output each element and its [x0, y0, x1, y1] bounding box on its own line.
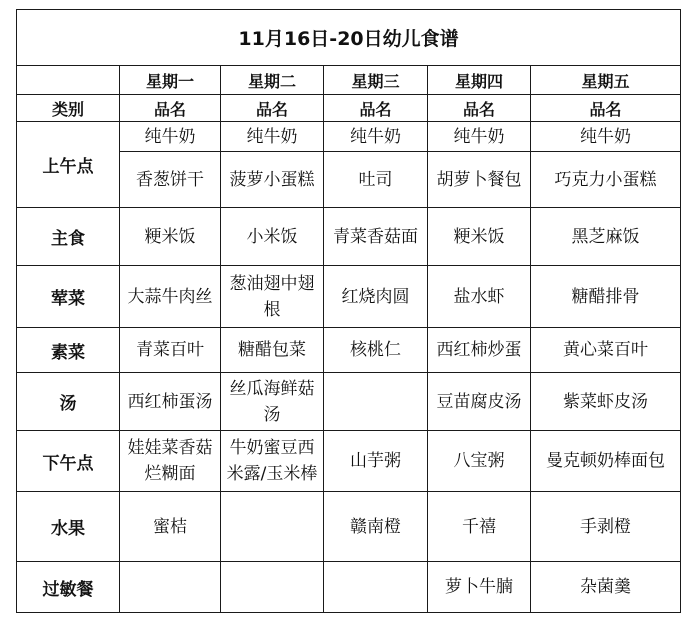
menu-cell: 纯牛奶 — [120, 122, 221, 152]
item-name-header: 品名 — [221, 95, 324, 122]
menu-cell: 牛奶蜜豆西米露/玉米棒 — [221, 431, 324, 492]
menu-cell: 纯牛奶 — [531, 122, 681, 152]
header-day-tue: 星期二 — [221, 66, 324, 95]
menu-cell: 青菜百叶 — [120, 328, 221, 373]
menu-cell — [324, 562, 428, 613]
menu-cell: 山芋粥 — [324, 431, 428, 492]
category-header: 类别 — [17, 95, 120, 122]
menu-cell: 丝瓜海鲜菇汤 — [221, 373, 324, 431]
soup-row — [17, 373, 681, 431]
menu-cell: 黑芝麻饭 — [531, 208, 681, 266]
menu-cell: 小米饭 — [221, 208, 324, 266]
category-staple: 主食 — [17, 208, 120, 266]
header-day-fri: 星期五 — [531, 66, 681, 95]
menu-cell: 香葱饼干 — [120, 152, 221, 208]
menu-cell: 糖醋包菜 — [221, 328, 324, 373]
menu-cell: 曼克顿奶棒面包 — [531, 431, 681, 492]
menu-cell: 杂菌羹 — [531, 562, 681, 613]
menu-cell: 粳米饭 — [120, 208, 221, 266]
menu-cell: 豆苗腐皮汤 — [428, 373, 531, 431]
day-header-row — [17, 66, 681, 95]
menu-cell: 千禧 — [428, 492, 531, 562]
menu-cell: 西红柿蛋汤 — [120, 373, 221, 431]
header-day-mon: 星期一 — [120, 66, 221, 95]
menu-cell: 巧克力小蛋糕 — [531, 152, 681, 208]
menu-cell: 青菜香菇面 — [324, 208, 428, 266]
item-name-header: 品名 — [531, 95, 681, 122]
menu-cell: 粳米饭 — [428, 208, 531, 266]
menu-cell: 纯牛奶 — [221, 122, 324, 152]
menu-cell: 紫菜虾皮汤 — [531, 373, 681, 431]
menu-cell: 纯牛奶 — [324, 122, 428, 152]
item-name-header: 品名 — [324, 95, 428, 122]
menu-cell: 手剥橙 — [531, 492, 681, 562]
category-fruit: 水果 — [17, 492, 120, 562]
menu-cell: 葱油翅中翅根 — [221, 266, 324, 328]
menu-cell: 黄心菜百叶 — [531, 328, 681, 373]
menu-cell: 糖醋排骨 — [531, 266, 681, 328]
menu-cell — [324, 373, 428, 431]
category-soup: 汤 — [17, 373, 120, 431]
weekly-menu-table — [16, 9, 681, 613]
staple-row — [17, 208, 681, 266]
menu-cell: 西红柿炒蛋 — [428, 328, 531, 373]
category-allergy-meal: 过敏餐 — [17, 562, 120, 613]
veg-dish-row — [17, 328, 681, 373]
menu-cell: 萝卜牛腩 — [428, 562, 531, 613]
category-morning-snack: 上午点 — [17, 122, 120, 208]
menu-cell: 大蒜牛肉丝 — [120, 266, 221, 328]
menu-cell — [120, 562, 221, 613]
menu-cell: 娃娃菜香菇烂糊面 — [120, 431, 221, 492]
subheader-row — [17, 95, 681, 122]
morning-milk-row — [17, 122, 681, 152]
menu-cell: 盐水虾 — [428, 266, 531, 328]
menu-cell — [221, 492, 324, 562]
menu-cell: 核桃仁 — [324, 328, 428, 373]
category-afternoon-snack: 下午点 — [17, 431, 120, 492]
title-row — [17, 10, 681, 66]
menu-title: 11月16日-20日幼儿食谱 — [17, 10, 681, 66]
item-name-header: 品名 — [428, 95, 531, 122]
menu-cell: 八宝粥 — [428, 431, 531, 492]
menu-cell: 胡萝卜餐包 — [428, 152, 531, 208]
category-meat-dish: 荤菜 — [17, 266, 120, 328]
menu-cell: 赣南橙 — [324, 492, 428, 562]
meat-dish-row — [17, 266, 681, 328]
menu-cell: 菠萝小蛋糕 — [221, 152, 324, 208]
item-name-header: 品名 — [120, 95, 221, 122]
menu-cell: 蜜桔 — [120, 492, 221, 562]
header-day-thu: 星期四 — [428, 66, 531, 95]
menu-cell: 吐司 — [324, 152, 428, 208]
header-day-wed: 星期三 — [324, 66, 428, 95]
category-veg-dish: 素菜 — [17, 328, 120, 373]
menu-cell: 纯牛奶 — [428, 122, 531, 152]
menu-cell — [221, 562, 324, 613]
afternoon-snack-row — [17, 431, 681, 492]
allergy-meal-row — [17, 562, 681, 613]
fruit-row — [17, 492, 681, 562]
header-corner — [17, 66, 120, 95]
menu-cell: 红烧肉圆 — [324, 266, 428, 328]
